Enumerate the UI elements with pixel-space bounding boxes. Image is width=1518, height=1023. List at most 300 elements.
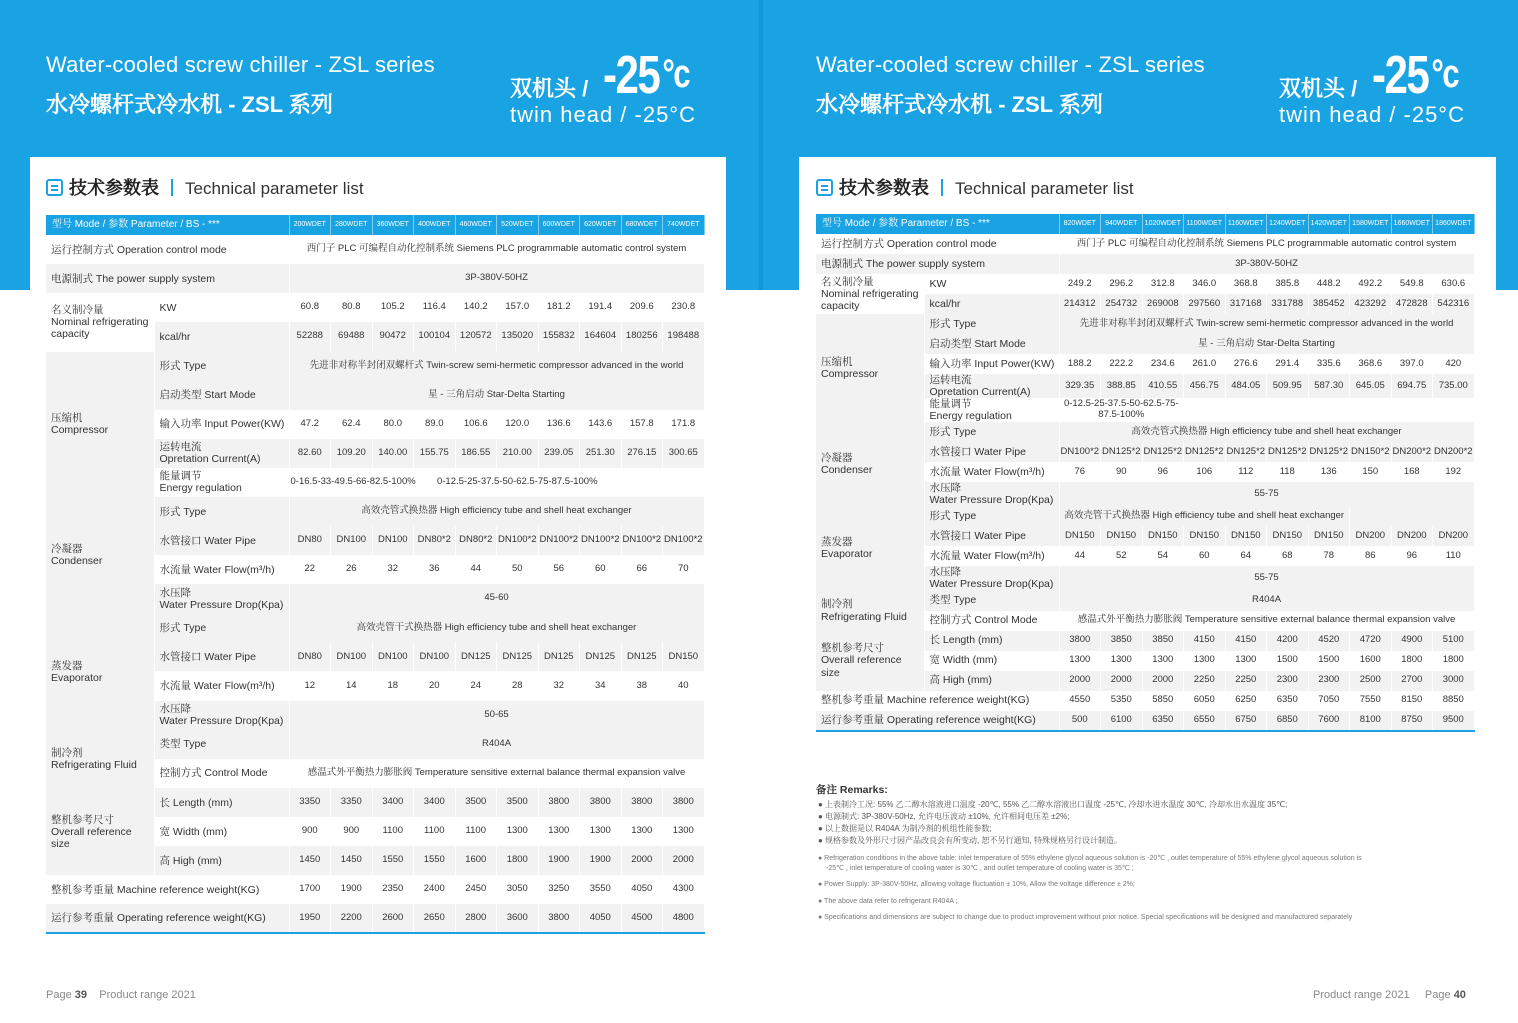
param-label: KW [924, 274, 1059, 294]
value-cell: 6550 [1184, 711, 1226, 731]
remarks-title: 备注 Remarks: [816, 784, 888, 796]
value-cell: 157.8 [621, 410, 663, 439]
param-label: KW [154, 293, 289, 322]
value-cell: DN100*2 [663, 526, 705, 555]
value-cell: 2400 [414, 875, 456, 904]
value-cell: 1600 [455, 846, 497, 875]
twin-head-cn-right: 双机头 / [1279, 76, 1358, 101]
value-cell: 2200 [331, 904, 373, 933]
value-cell: 3400 [414, 788, 456, 817]
value-cell: 4720 [1350, 631, 1392, 651]
model-header-cell: 620WDET [580, 215, 622, 235]
value-cell: 234.6 [1142, 354, 1184, 374]
value-cell: 2000 [1142, 671, 1184, 691]
value-cell: 1700 [289, 875, 331, 904]
row-label: 运行控制方式 Operation control mode [816, 234, 1059, 254]
span-value-cell: 高效壳管式换热器 High efficiency tube and shell heat exchanger [1059, 422, 1474, 442]
value-cell: 3500 [455, 788, 497, 817]
value-cell: 423292 [1350, 294, 1392, 314]
span-value-cell: 星 - 三角启动 Star-Delta Starting [289, 381, 704, 410]
table-row [46, 497, 704, 526]
remark-item: ● 电源制式: 3P-380V-50Hz, 允许电压波动 ±10%, 允许相间电压差 ±2%; [818, 811, 1070, 821]
parameter-table-left [46, 215, 705, 934]
value-cell: 34 [580, 671, 622, 700]
value-cell: 312.8 [1142, 274, 1184, 294]
value-cell: 1300 [580, 817, 622, 846]
table-row [46, 730, 704, 759]
value-cell: 188.2 [1059, 354, 1101, 374]
value-cell: 8150 [1391, 691, 1433, 711]
temp-big-right: -25°c [1372, 45, 1459, 105]
span-value-cell: 感温式外平衡热力膨胀阀 Temperature sensitive external balance thermal expansion valve [1059, 611, 1474, 631]
model-header-cell: 1100WDET [1184, 214, 1226, 234]
value-cell: 2000 [663, 846, 705, 875]
value-cell: 109.20 [331, 439, 373, 468]
table-row [816, 506, 1474, 526]
value-cell: 2250 [1225, 671, 1267, 691]
value-cell: 5350 [1101, 691, 1143, 711]
value-cell: DN125*2 [1184, 442, 1226, 462]
value-cell: 54 [1142, 546, 1184, 566]
value-cell: 4520 [1308, 631, 1350, 651]
value-cell: 3800 [1059, 631, 1101, 651]
value-cell: DN150 [663, 642, 705, 671]
param-label: 控制方式 Control Mode [154, 759, 289, 788]
value-cell: 36 [414, 555, 456, 584]
value-cell: 136 [1308, 462, 1350, 482]
temp-big: -25°c [603, 45, 690, 105]
value-cell: 1300 [1101, 651, 1143, 671]
param-label: 控制方式 Control Mode [924, 611, 1059, 631]
value-cell: 7550 [1350, 691, 1392, 711]
value-cell: 549.8 [1391, 274, 1433, 294]
value-cell: 110 [1433, 546, 1475, 566]
value-cell: 4050 [621, 875, 663, 904]
param-label: 高 High (mm) [154, 846, 289, 875]
value-cell: 116.4 [414, 293, 456, 322]
model-header-cell: 360WDET [372, 215, 414, 235]
value-cell: 6850 [1267, 711, 1309, 731]
value-cell: 297560 [1184, 294, 1226, 314]
group-label: 压缩机 Compressor [816, 314, 924, 422]
remark-item: ● 上表制冷工况: 55% 乙二醇水溶液进口温度 -20℃, 55% 乙二醇水溶液出口温度 -25℃, 冷却水进水温度 30℃, 冷却水出水温度 35℃; [818, 800, 1288, 810]
twin-head-en: twin head / -25°C [510, 102, 696, 127]
value-cell: 96 [1142, 462, 1184, 482]
table-header-row [46, 215, 704, 235]
value-cell: 385.8 [1267, 274, 1309, 294]
value-cell: 1900 [580, 846, 622, 875]
title-en: Water-cooled screw chiller - ZSL series [46, 52, 435, 77]
value-cell: 1800 [1391, 651, 1433, 671]
value-cell: DN150 [1308, 526, 1350, 546]
value-cell: 1300 [663, 817, 705, 846]
value-cell: DN125 [497, 642, 539, 671]
value-cell: 645.05 [1350, 374, 1392, 398]
param-label: 水压降 Water Pressure Drop(Kpa) [154, 701, 289, 730]
empty-cell [1350, 506, 1475, 526]
table-row [816, 711, 1474, 731]
param-label: 长 Length (mm) [924, 631, 1059, 651]
value-cell: 410.55 [1142, 374, 1184, 398]
value-cell: DN80*2 [455, 526, 497, 555]
value-cell: 1600 [1350, 651, 1392, 671]
value-cell: 6350 [1267, 691, 1309, 711]
model-header-cell: 1020WDET [1142, 214, 1184, 234]
value-cell: 1100 [372, 817, 414, 846]
value-cell: 1300 [621, 817, 663, 846]
value-cell: 96 [1391, 546, 1433, 566]
value-cell: DN125 [621, 642, 663, 671]
page-footer-right: Product range 2021 Page 40 [1313, 989, 1466, 1001]
value-cell: DN100 [331, 642, 373, 671]
param-label: 水管接口 Water Pipe [154, 642, 289, 671]
table-row [46, 613, 704, 642]
twin-head-en-right: twin head / -25°C [1279, 102, 1465, 127]
value-cell: 26 [331, 555, 373, 584]
model-header-cell: 1580WDET [1350, 214, 1392, 234]
value-cell: 214312 [1059, 294, 1101, 314]
value-cell: 8850 [1433, 691, 1475, 711]
value-cell: DN100*2 [497, 526, 539, 555]
value-cell: DN200*2 [1433, 442, 1475, 462]
value-cell: DN125 [580, 642, 622, 671]
param-label: 形式 Type [924, 506, 1059, 526]
value-cell: DN80 [289, 526, 331, 555]
value-cell: 3850 [1101, 631, 1143, 651]
value-cell: 542316 [1433, 294, 1475, 314]
value-cell: DN125*2 [1267, 442, 1309, 462]
value-cell: 118 [1267, 462, 1309, 482]
value-cell: DN150 [1059, 526, 1101, 546]
value-cell: 2250 [1184, 671, 1226, 691]
value-cell: 52 [1101, 546, 1143, 566]
span-value-cell: 3P-380V-50HZ [289, 264, 704, 293]
value-cell: DN125*2 [1101, 442, 1143, 462]
value-cell: 6250 [1225, 691, 1267, 711]
row-label: 运行参考重量 Operating reference weight(KG) [46, 904, 289, 933]
row-label: 整机参考重量 Machine reference weight(KG) [816, 691, 1059, 711]
value-cell: 388.85 [1101, 374, 1143, 398]
value-cell: 7600 [1308, 711, 1350, 731]
span-value-cell: 55-75 [1059, 482, 1474, 506]
span-value-cell: 3P-380V-50HZ [1059, 254, 1474, 274]
value-cell: 44 [455, 555, 497, 584]
value-cell: 484.05 [1225, 374, 1267, 398]
empty-cell [1184, 398, 1475, 422]
model-header-cell: 680WDET [621, 215, 663, 235]
table-row [816, 591, 1474, 611]
value-cell: 44 [1059, 546, 1101, 566]
value-cell: 120.0 [497, 410, 539, 439]
value-cell: 3550 [580, 875, 622, 904]
model-header-cell: 1420WDET [1308, 214, 1350, 234]
value-cell: 291.4 [1267, 354, 1309, 374]
value-cell: 346.0 [1184, 274, 1226, 294]
value-cell: DN150 [1267, 526, 1309, 546]
value-cell: 86 [1350, 546, 1392, 566]
value-cell: 1950 [289, 904, 331, 933]
value-cell: 3800 [663, 788, 705, 817]
value-cell: 3500 [497, 788, 539, 817]
value-cell: 329.35 [1059, 374, 1101, 398]
group-label: 名义制冷量 Nominal refrigerating capacity [46, 293, 154, 351]
remark-item: ● The above data refer to refrigerant R404A ; [818, 897, 958, 905]
value-cell: 50 [497, 555, 539, 584]
remark-item: ● 规格参数及外形尺寸因产品改良会有所变动, 恕不另行通知, 特殊规格另行设计制造。 [818, 835, 1122, 845]
value-cell: 2000 [1059, 671, 1101, 691]
value-cell: 28 [497, 671, 539, 700]
value-cell: 7050 [1308, 691, 1350, 711]
model-header-cell: 600WDET [538, 215, 580, 235]
span-value-cell: 星 - 三角启动 Star-Delta Starting [1059, 334, 1474, 354]
table-row [816, 691, 1474, 711]
remark-item: ● Power Supply: 3P-380V-50Hz, allowing voltage fluctuation ± 10%, Allow the voltage difference ± 2%; [818, 881, 1135, 889]
value-cell: DN200 [1391, 526, 1433, 546]
value-cell: 191.4 [580, 293, 622, 322]
value-cell: 2350 [372, 875, 414, 904]
param-label: 能量调节 Energy regulation [154, 468, 289, 497]
model-header-cell: 520WDET [497, 215, 539, 235]
table-row [46, 875, 704, 904]
value-cell: 368.6 [1350, 354, 1392, 374]
group-label: 冷凝器 Condenser [816, 422, 924, 506]
value-cell: 52288 [289, 322, 331, 351]
remarks-en-list [816, 854, 1376, 922]
value-cell: DN80*2 [414, 526, 456, 555]
span-value-cell: R404A [1059, 591, 1474, 611]
span-value-cell: 55-75 [1059, 566, 1474, 590]
value-cell: 1800 [497, 846, 539, 875]
group-label: 整机参考尺寸 Overall reference size [46, 788, 154, 875]
value-cell: 4500 [621, 904, 663, 933]
value-cell: 22 [289, 555, 331, 584]
model-header-cell: 740WDET [663, 215, 705, 235]
value-cell: 186.55 [455, 439, 497, 468]
value-cell: 143.6 [580, 410, 622, 439]
table-row [816, 422, 1474, 442]
value-cell: 2300 [1308, 671, 1350, 691]
model-header-cell: 1660WDET [1391, 214, 1433, 234]
table-row [816, 631, 1474, 651]
value-cell: 694.75 [1391, 374, 1433, 398]
value-cell: 4150 [1225, 631, 1267, 651]
value-cell: 60.8 [289, 293, 331, 322]
value-cell: 3800 [538, 904, 580, 933]
param-label: 水管接口 Water Pipe [154, 526, 289, 555]
value-cell: 331788 [1267, 294, 1309, 314]
value-cell: DN80 [289, 642, 331, 671]
group-label: 制冷剂 Refrigerating Fluid [816, 591, 924, 631]
value-cell: 420 [1433, 354, 1475, 374]
section-title: 技术参数表 Technical parameter list [46, 174, 364, 200]
param-label: 水管接口 Water Pipe [924, 442, 1059, 462]
span-value-cell: 0-12.5-25-37.5-50-62.5-75-87.5-100% [331, 468, 705, 497]
value-cell: 4200 [1267, 631, 1309, 651]
value-cell: 251.30 [580, 439, 622, 468]
value-cell: 90472 [372, 322, 414, 351]
value-cell: 24 [455, 671, 497, 700]
value-cell: 5100 [1433, 631, 1475, 651]
value-cell: 1300 [1225, 651, 1267, 671]
value-cell: 140.00 [372, 439, 414, 468]
param-label: 水流量 Water Flow(m³/h) [154, 671, 289, 700]
value-cell: 3000 [1433, 671, 1475, 691]
param-label: 形式 Type [154, 352, 289, 381]
value-cell: DN150 [1142, 526, 1184, 546]
value-cell: 3800 [621, 788, 663, 817]
value-cell: DN100 [331, 526, 373, 555]
value-cell: 1500 [1267, 651, 1309, 671]
value-cell: 448.2 [1308, 274, 1350, 294]
value-cell: 3050 [497, 875, 539, 904]
remark-item: ● 以上数据是以 R404A 为制冷剂的机组性能参数; [818, 823, 992, 833]
value-cell: 276.6 [1225, 354, 1267, 374]
value-cell: 300.65 [663, 439, 705, 468]
model-header-cell: 400WDET [414, 215, 456, 235]
param-label: 启动类型 Start Mode [924, 334, 1059, 354]
remarks-cn-list [816, 800, 1376, 846]
value-cell: 1900 [331, 875, 373, 904]
value-cell: DN100 [414, 642, 456, 671]
value-cell: DN150 [1225, 526, 1267, 546]
value-cell: 6050 [1184, 691, 1226, 711]
table-row [816, 314, 1474, 334]
value-cell: 1300 [1142, 651, 1184, 671]
value-cell: 509.95 [1267, 374, 1309, 398]
document-icon [816, 179, 833, 196]
remark-item: ● Specifications and dimensions are subject to change due to product improvement without prior notice. Special specifications will be designed and manufactured separately [818, 914, 1353, 922]
span-value-cell: 高效壳管干式换热器 High efficiency tube and shell heat exchanger [1059, 506, 1350, 526]
value-cell: 4300 [663, 875, 705, 904]
value-cell: 12 [289, 671, 331, 700]
value-cell: 192 [1433, 462, 1475, 482]
model-header-cell: 460WDET [455, 215, 497, 235]
value-cell: DN125*2 [1225, 442, 1267, 462]
param-label: kcal/hr [154, 322, 289, 351]
param-label: 水压降 Water Pressure Drop(Kpa) [924, 566, 1059, 590]
value-cell: 3400 [372, 788, 414, 817]
table-row [816, 274, 1474, 294]
span-value-cell: R404A [289, 730, 704, 759]
value-cell: 135020 [497, 322, 539, 351]
section-title-right: 技术参数表 Technical parameter list [816, 174, 1134, 200]
value-cell: 78 [1308, 546, 1350, 566]
value-cell: 5850 [1142, 691, 1184, 711]
group-label: 整机参考尺寸 Overall reference size [816, 631, 924, 691]
row-label: 运行参考重量 Operating reference weight(KG) [816, 711, 1059, 731]
value-cell: 1300 [497, 817, 539, 846]
value-cell: 1300 [1059, 651, 1101, 671]
value-cell: DN100*2 [538, 526, 580, 555]
value-cell: 38 [621, 671, 663, 700]
value-cell: 317168 [1225, 294, 1267, 314]
value-cell: 40 [663, 671, 705, 700]
model-header-cell: 940WDET [1101, 214, 1143, 234]
value-cell: 150 [1350, 462, 1392, 482]
value-cell: 500 [1059, 711, 1101, 731]
param-label: 水流量 Water Flow(m³/h) [924, 462, 1059, 482]
value-cell: 1550 [414, 846, 456, 875]
param-label: kcal/hr [924, 294, 1059, 314]
value-cell: 155832 [538, 322, 580, 351]
value-cell: 76 [1059, 462, 1101, 482]
value-cell: 1800 [1433, 651, 1475, 671]
param-label: 形式 Type [924, 422, 1059, 442]
span-value-cell: 感温式外平衡热力膨胀阀 Temperature sensitive external balance thermal expansion valve [289, 759, 704, 788]
value-cell: 335.6 [1308, 354, 1350, 374]
twin-head-cn: 双机头 / [510, 76, 589, 101]
group-label: 制冷剂 Refrigerating Fluid [46, 730, 154, 788]
remark-item: ● Refrigeration conditions in the above table: inlet temperature of 55% ethylene glycol aqueous solution is -20℃ , outlet temperature of 55% ethylene glycol aqueous solution is -25℃ , inlet temperature of cooling water is 30℃ , and outlet temperature of cooling water is 35℃ ; [818, 855, 1362, 872]
value-cell: 100104 [414, 322, 456, 351]
span-value-cell: 0-16.5-33-49.5-66-82.5-100% [289, 468, 331, 497]
value-cell: 70 [663, 555, 705, 584]
value-cell: 32 [538, 671, 580, 700]
row-label: 电源制式 The power supply system [816, 254, 1059, 274]
value-cell: 3800 [580, 788, 622, 817]
row-label: 运行控制方式 Operation control mode [46, 235, 289, 264]
page-footer-left: Page 39 Product range 2021 [46, 989, 196, 1001]
value-cell: 397.0 [1391, 354, 1433, 374]
value-cell: 2000 [1101, 671, 1143, 691]
value-cell: 20 [414, 671, 456, 700]
value-cell: 6100 [1101, 711, 1143, 731]
group-label: 蒸发器 Evaporator [816, 506, 924, 590]
value-cell: DN150*2 [1350, 442, 1392, 462]
value-cell: 900 [289, 817, 331, 846]
param-label: 宽 Width (mm) [924, 651, 1059, 671]
param-label: 能量调节 Energy regulation [924, 398, 1059, 422]
value-cell: 385452 [1308, 294, 1350, 314]
value-cell: 66 [621, 555, 663, 584]
value-cell: 80.8 [331, 293, 373, 322]
value-cell: DN200 [1350, 526, 1392, 546]
value-cell: 276.15 [621, 439, 663, 468]
value-cell: DN200 [1433, 526, 1475, 546]
param-label: 形式 Type [924, 314, 1059, 334]
value-cell: 1300 [1184, 651, 1226, 671]
value-cell: 164604 [580, 322, 622, 351]
value-cell: 47.2 [289, 410, 331, 439]
param-label: 运转电流 Opretation Current(A) [154, 439, 289, 468]
value-cell: 249.2 [1059, 274, 1101, 294]
value-cell: 1450 [331, 846, 373, 875]
param-label: 水压降 Water Pressure Drop(Kpa) [154, 584, 289, 613]
value-cell: 112 [1225, 462, 1267, 482]
value-cell: DN100 [372, 642, 414, 671]
span-value-cell: 西门子 PLC 可编程自动化控制系统 Siemens PLC programmable automatic control system [289, 235, 704, 264]
value-cell: 587.30 [1308, 374, 1350, 398]
value-cell: DN125 [538, 642, 580, 671]
value-cell: DN125*2 [1142, 442, 1184, 462]
value-cell: 198488 [663, 322, 705, 351]
param-label: 高 High (mm) [924, 671, 1059, 691]
span-value-cell: 高效壳管干式换热器 High efficiency tube and shell heat exchanger [289, 613, 704, 642]
group-label: 蒸发器 Evaporator [46, 613, 154, 729]
param-label: 启动类型 Start Mode [154, 381, 289, 410]
value-cell: 90 [1101, 462, 1143, 482]
value-cell: 181.2 [538, 293, 580, 322]
value-cell: 69488 [331, 322, 373, 351]
table-row [816, 254, 1474, 274]
param-label: 水流量 Water Flow(m³/h) [924, 546, 1059, 566]
value-cell: DN100*2 [621, 526, 663, 555]
model-header-cell: 280WDET [331, 215, 373, 235]
value-cell: 120572 [455, 322, 497, 351]
value-cell: 14 [331, 671, 373, 700]
value-cell: 18 [372, 671, 414, 700]
value-cell: 1450 [289, 846, 331, 875]
